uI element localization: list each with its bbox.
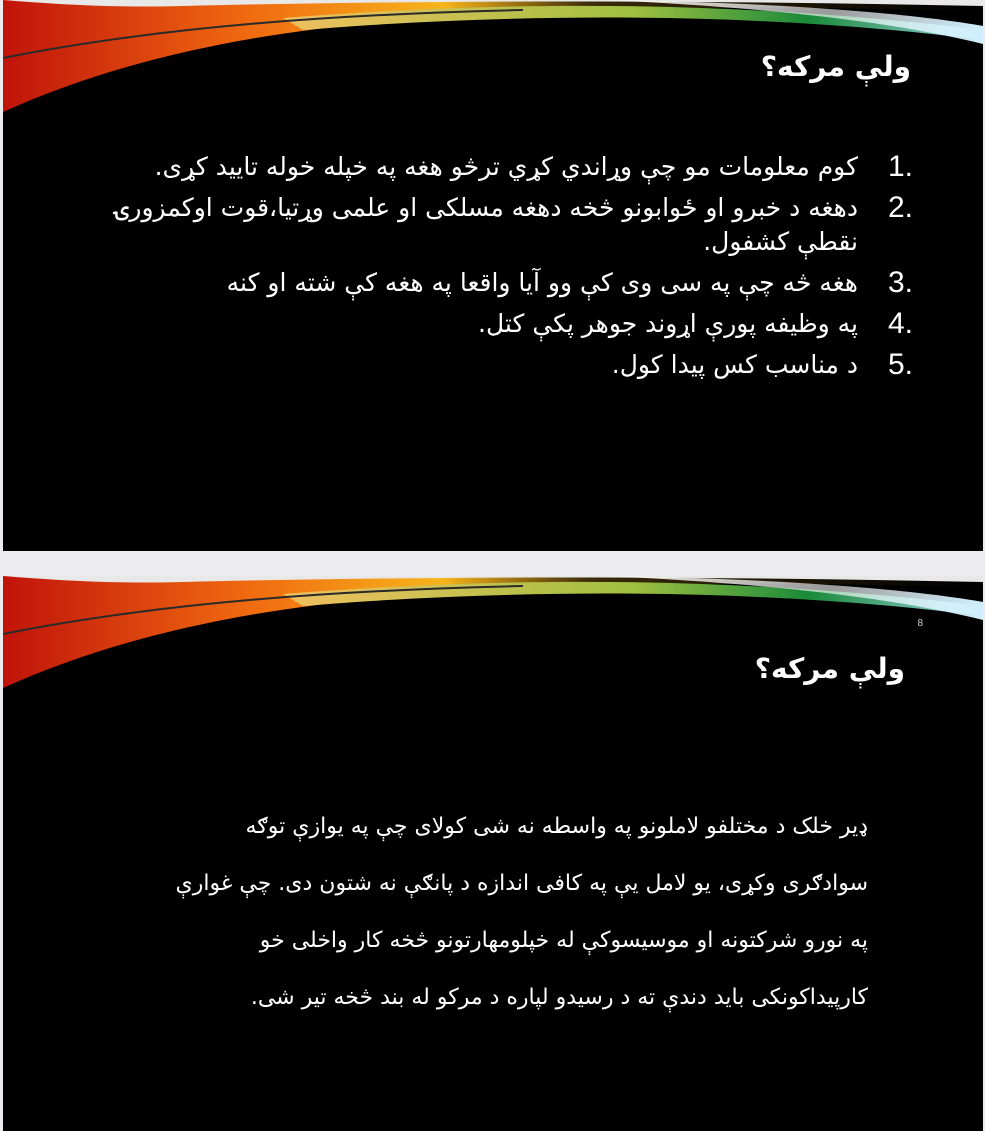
- slide-title: ولې مرکه؟: [754, 652, 905, 685]
- item-text: په وظیفه پورې اړوند جوهر پکې کتل.: [478, 309, 858, 338]
- item-number: 1.: [887, 150, 913, 183]
- swoosh-decoration: [3, 576, 983, 706]
- list-item: [93, 307, 913, 341]
- slide-number: 8: [917, 618, 923, 629]
- item-number: 4.: [887, 307, 913, 340]
- item-number: 3.: [887, 266, 913, 299]
- list-item: [93, 266, 913, 300]
- list-item: [93, 348, 913, 382]
- list-item: [93, 150, 913, 184]
- body-paragraph: ډیر خلک د مختلفو لاملونو په واسطه نه شی کولای چې په یوازې توګه سوادګری وکړی، یو لامل یې په کافی اندازه د پانګې نه شتون دی. چې غوارې په نورو شرکتونه او موسیسوکې له خپلومهارتونو څخه کار واخلی خو کارپیداکونکی باید دندې ته د رسیدو لپاره د مرکو له بند څخه تیر شی.: [175, 814, 868, 1010]
- list-item: [93, 191, 913, 259]
- item-number: 5.: [887, 348, 913, 381]
- item-text: کوم معلومات مو چې وړاندي کړي ترڅو هغه په خپله خوله تایید کړی.: [154, 152, 858, 181]
- numbered-list: [93, 150, 913, 389]
- item-text: د مناسب کس پیدا کول.: [611, 350, 858, 379]
- slide-title: ولې مرکه؟: [760, 50, 911, 83]
- item-number: 2.: [887, 191, 913, 224]
- item-text: هغه څه چې په سی وی کې وو آیا واقعا په هغه کې شته او کنه: [226, 268, 858, 297]
- slide-1: [3, 0, 983, 551]
- item-text: دهغه د خبرو او ځوابونو څخه دهغه مسلکی او علمی وړتیا،قوت اوکمزورۍ نقطې کشفول.: [114, 193, 858, 256]
- slide-2: [3, 576, 983, 1131]
